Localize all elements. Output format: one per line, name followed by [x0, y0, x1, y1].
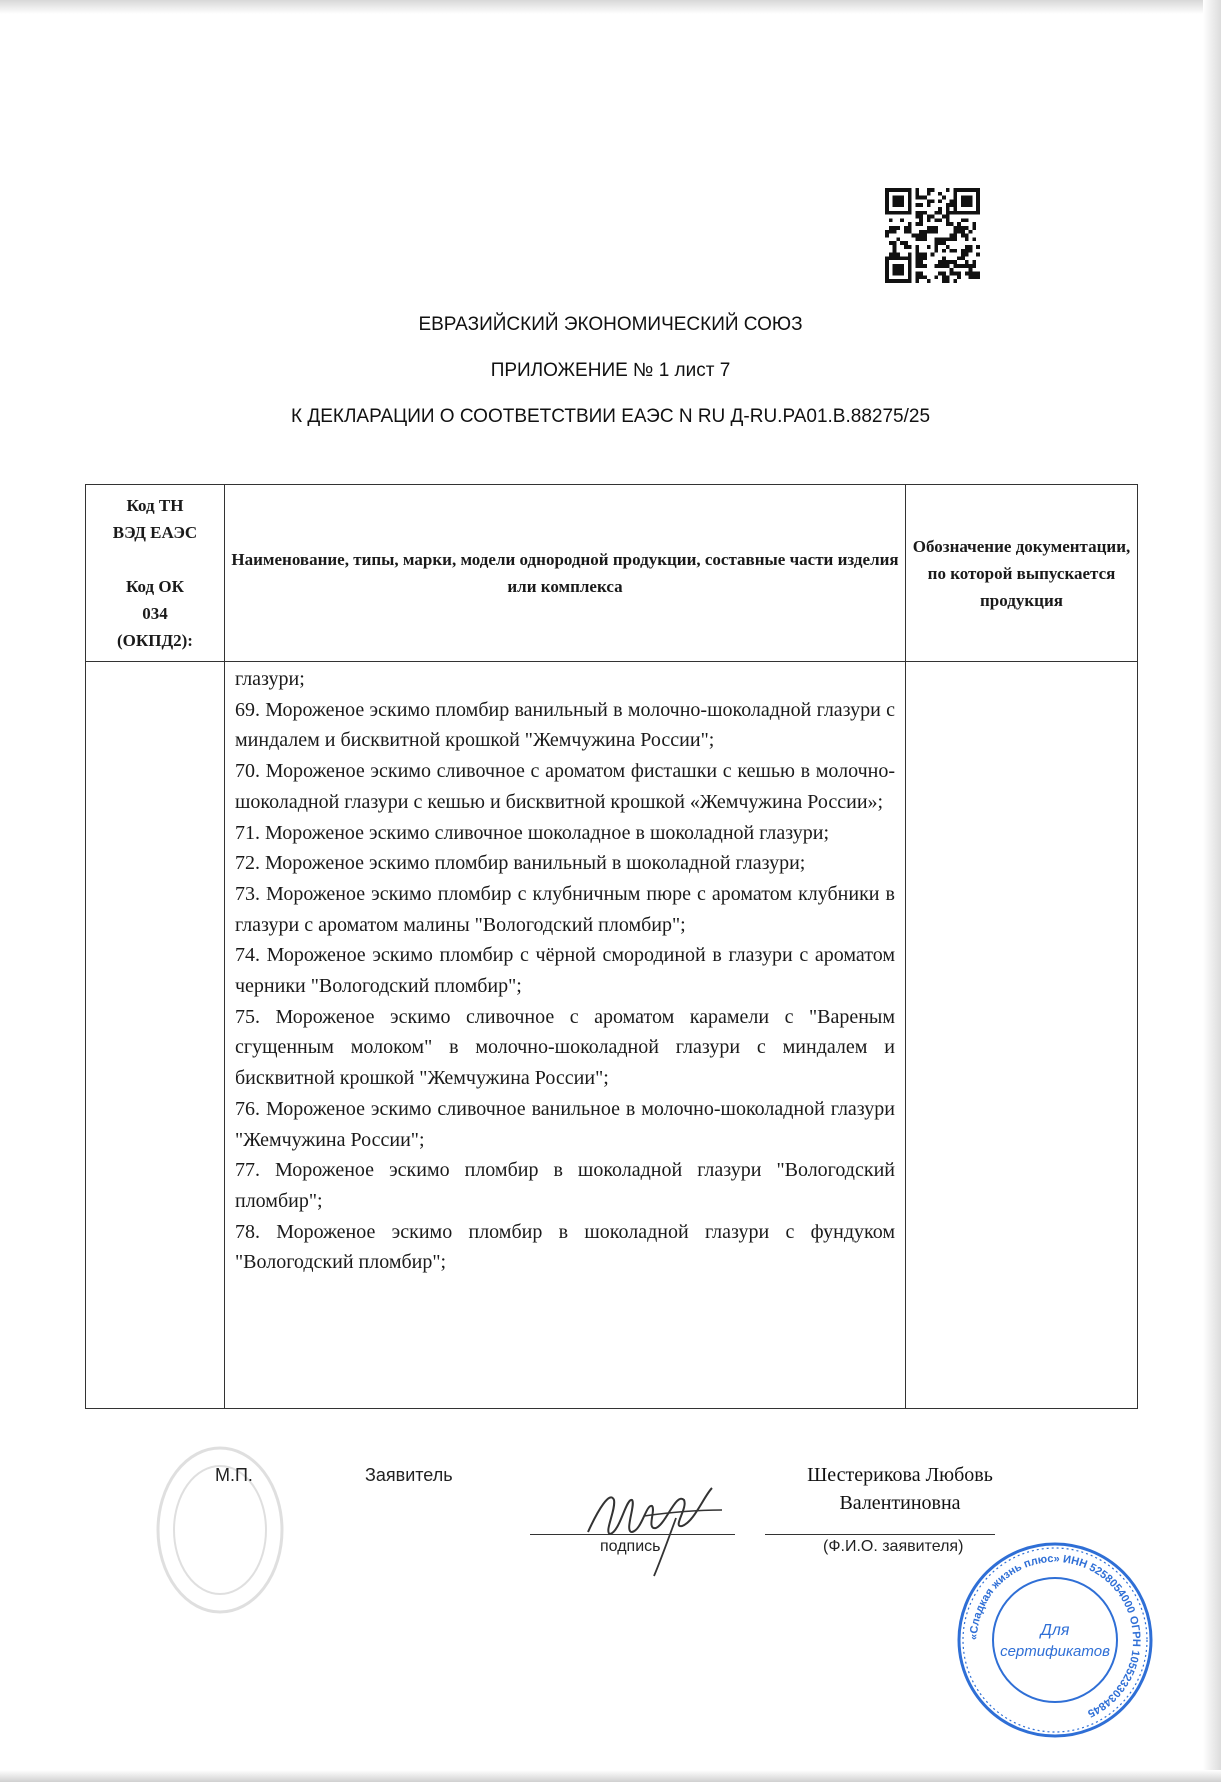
- signature-caption: подпись: [600, 1538, 661, 1555]
- seal-label: М.П.: [215, 1465, 253, 1485]
- declaration-table: [85, 484, 1138, 1409]
- list-item: 72. Мороженое эскимо пломбир ванильный в шоколадной глазури;: [235, 852, 806, 875]
- table-row: [86, 662, 1138, 1409]
- declaration-title: К ДЕКЛАРАЦИИ О СООТВЕТСТВИИ ЕАЭС N RU Д-RU.PA01.B.88275/25: [290, 406, 931, 427]
- signature-icon: [580, 1470, 730, 1580]
- appendix-title: ПРИЛОЖЕНИЕ № 1 лист 7: [490, 360, 731, 381]
- table-header-row: [86, 485, 1138, 662]
- applicant-label: Заявитель: [365, 1465, 453, 1485]
- list-item: глазури;: [235, 668, 305, 690]
- fio-line: [765, 1534, 995, 1535]
- list-item: 69. Мороженое эскимо пломбир ванильный в молочно-шоколадной глазури с миндалем и бисквитной крошкой "Жемчужина России";: [235, 698, 895, 752]
- code-column-header: Код ТН ВЭД ЕАЭС Код ОК 034 (ОКПД2):: [86, 485, 225, 662]
- list-item: 75. Мороженое эскимо сливочное с ароматом карамели с "Вареным сгущенным молоком" в молочно-шоколадной глазури с миндалем и бисквитной крошкой "Жемчужина России";: [235, 1005, 895, 1090]
- list-item: 71. Мороженое эскимо сливочное шоколадное в шоколадной глазури;: [235, 821, 830, 844]
- documentation-column-header: Обозначение документации, по которой выпускается продукция: [906, 485, 1138, 662]
- list-item: 76. Мороженое эскимо сливочное ванильное в молочно-шоколадной глазури "Жемчужина России";: [235, 1097, 895, 1151]
- applicant-name-line1: Шестерикова Любовь: [807, 1464, 993, 1486]
- applicant-name: [760, 1461, 1040, 1517]
- union-title: ЕВРАЗИЙСКИЙ ЭКОНОМИЧЕСКИЙ СОЮЗ: [418, 314, 803, 335]
- scan-edge-top: [0, 0, 1221, 14]
- company-stamp-icon: [955, 1540, 1155, 1740]
- stamp-center-line1: Для: [1040, 1622, 1070, 1639]
- list-item: 70. Мороженое эскимо сливочное с ароматом фисташки с кешью в молочно-шоколадной глазури с кешью и бисквитной крошкой «Жемчужина России»;: [235, 760, 895, 813]
- scan-edge-bottom: [0, 1770, 1221, 1782]
- signature-line: [530, 1534, 735, 1535]
- fio-caption: (Ф.И.О. заявителя): [823, 1538, 964, 1555]
- list-item: 74. Мороженое эскимо пломбир с чёрной смородиной в глазури с ароматом черники "Вологодский пломбир";: [235, 944, 895, 998]
- list-item: 78. Мороженое эскимо пломбир в шоколадной глазури с фундуком "Вологодский пломбир";: [235, 1220, 895, 1274]
- code-cell: [86, 662, 225, 1409]
- applicant-name-line2: Валентиновна: [839, 1492, 961, 1514]
- list-item: 77. Мороженое эскимо пломбир в шоколадной глазури "Вологодский пломбир";: [235, 1159, 895, 1212]
- qr-code-icon: [885, 188, 980, 283]
- stamp-center-line2: сертификатов: [1000, 1643, 1110, 1660]
- product-list-cell: [225, 662, 906, 1409]
- stamp-outer-text: «Сладкая жизнь плюс» ИНН 5258054000 ОГРН 1055233034845: [967, 1552, 1143, 1720]
- scan-edge-right: [1203, 0, 1221, 1782]
- product-name-column-header: Наименование, типы, марки, модели однородной продукции, составные части изделия или комплекса: [225, 485, 906, 662]
- list-item: 73. Мороженое эскимо пломбир с клубничным пюре с ароматом клубники в глазури с ароматом малины "Вологодский пломбир";: [235, 882, 895, 936]
- documentation-cell: [906, 662, 1138, 1409]
